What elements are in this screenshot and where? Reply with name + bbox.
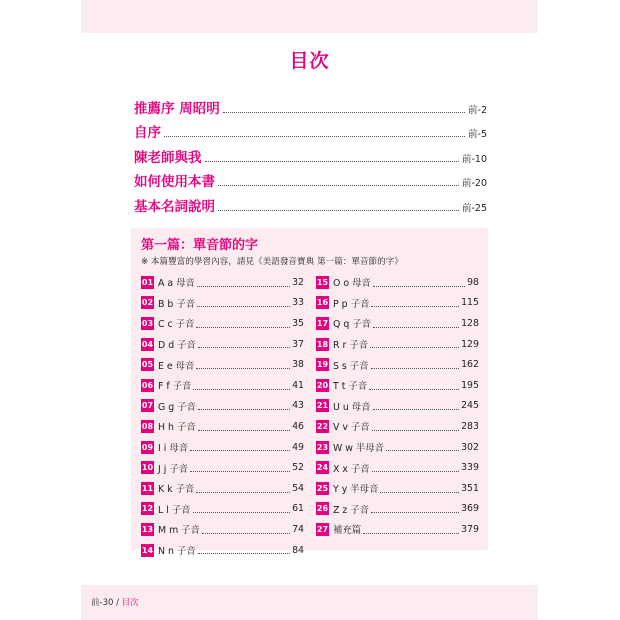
chapter-page: 98 [467,276,479,288]
section-box [131,228,488,558]
chapter-entry[interactable] [141,519,304,540]
chapter-label: I i 母音 [158,443,189,455]
chapter-label: M m 子音 [158,525,200,537]
leader-dots [218,185,459,186]
leader-dots [196,327,290,328]
chapter-label: Y y 半母音 [333,484,379,496]
chapter-page: 369 [461,503,479,515]
chapter-page: 84 [292,544,304,556]
chapter-label: O o 母音 [333,278,371,290]
chapter-page: 74 [292,523,304,535]
chapter-page: 339 [461,462,479,474]
chapter-entry[interactable] [141,499,304,520]
chapter-number: 14 [141,545,154,555]
leader-dots [198,553,290,554]
chapter-number: 23 [316,442,329,452]
chapter-label: A a 母音 [158,278,195,290]
chapter-label: U u 母音 [333,401,371,413]
top-band [81,0,538,33]
chapter-number: 04 [141,339,154,349]
chapter-number: 03 [141,318,154,328]
chapter-number: 11 [141,483,154,493]
chapter-page: 49 [292,441,304,453]
chapter-number: 12 [141,504,154,514]
leader-dots [373,409,460,410]
section-column-left [141,272,304,560]
chapter-page: 351 [461,482,479,494]
leader-dots [371,306,459,307]
chapter-number: 19 [316,360,329,370]
chapter-entry[interactable] [316,519,479,540]
chapter-label: N n 子音 [158,546,196,558]
chapter-label: Q q 子音 [333,319,372,331]
chapter-label: C c 子音 [158,319,195,331]
bottom-band [81,585,538,620]
chapter-page: 33 [292,297,304,309]
chapter-page: 245 [461,400,479,412]
section-column-right [316,272,479,540]
chapter-label: E e 母音 [158,360,195,372]
leader-dots [380,492,459,493]
chapter-page: 379 [461,523,479,535]
chapter-page: 195 [461,379,479,391]
leader-dots [198,430,290,431]
chapter-label: S s 子音 [333,360,369,372]
chapter-entry[interactable] [141,396,304,417]
toc-entry-label: 推薦序 周昭明 [134,100,220,117]
chapter-label: G g 子音 [158,401,196,413]
leader-dots [371,368,460,369]
chapter-number: 22 [316,421,329,431]
chapter-entry[interactable] [316,437,479,458]
leader-dots [218,210,459,211]
toc-entry-label: 陳老師與我 [134,149,202,166]
chapter-entry[interactable] [141,313,304,334]
leader-dots [193,512,291,513]
toc-entry-page: 前-25 [461,202,487,214]
chapter-entry[interactable] [141,540,304,561]
leader-dots [369,389,459,390]
toc-entry-label: 基本名詞說明 [134,198,215,215]
leader-dots [363,533,459,534]
chapter-number: 10 [141,463,154,473]
chapter-entry[interactable] [316,334,479,355]
leader-dots [370,347,459,348]
chapter-number: 15 [316,277,329,287]
section-note: ※ 本篇豐富的學習內容，請見《美語發音寶典 第一篇：單音節的字》 [141,257,403,267]
chapter-entry[interactable] [316,478,479,499]
chapter-label: V v 子音 [333,422,370,434]
leader-dots [197,286,290,287]
toc-entry[interactable] [134,141,487,166]
chapter-label: L l 子音 [158,504,191,516]
chapter-entry[interactable] [141,437,304,458]
chapter-label: R r 子音 [333,340,369,352]
leader-dots [223,112,465,113]
chapter-number: 27 [316,524,329,534]
chapter-page: 43 [292,400,304,412]
leader-dots [197,306,290,307]
chapter-entry[interactable] [141,416,304,437]
leader-dots [196,492,290,493]
chapter-entry[interactable] [316,272,479,293]
chapter-number: 21 [316,401,329,411]
chapter-label: J j 子音 [158,463,189,475]
footer-page-number: 前-30 / [91,598,119,608]
toc-entry-label: 自序 [134,125,161,142]
chapter-label: P p 子音 [333,298,370,310]
footer-title: 目次 [121,598,139,608]
chapter-number: 25 [316,483,329,493]
leader-dots [373,286,465,287]
chapter-entry[interactable] [316,457,479,478]
chapter-number: 08 [141,421,154,431]
leader-dots [196,368,290,369]
chapter-entry[interactable] [316,416,479,437]
chapter-number: 26 [316,504,329,514]
chapter-number: 07 [141,401,154,411]
chapter-entry[interactable] [141,375,304,396]
page-title: 目次 [289,50,330,72]
main-toc [134,92,487,215]
chapter-number: 02 [141,298,154,308]
chapter-entry[interactable] [141,478,304,499]
chapter-number: 01 [141,277,154,287]
toc-entry[interactable] [134,190,487,215]
leader-dots [202,533,290,534]
chapter-page: 128 [461,317,479,329]
toc-entry-page: 前-2 [468,104,487,116]
chapter-number: 20 [316,380,329,390]
chapter-label: Z z 子音 [333,504,370,516]
chapter-label: H h 子音 [158,422,196,434]
leader-dots [190,450,290,451]
chapter-label: F f 子音 [158,381,192,393]
section-title: 第一篇：單音節的字 [141,238,259,253]
chapter-number: 24 [316,463,329,473]
chapter-entry[interactable] [141,293,304,314]
chapter-entry[interactable] [316,354,479,375]
toc-entry[interactable] [134,117,487,142]
chapter-label: K k 子音 [158,484,195,496]
chapter-entry[interactable] [316,396,479,417]
chapter-label: T t 子音 [333,381,368,393]
chapter-entry[interactable] [316,293,479,314]
leader-dots [193,389,290,390]
chapter-number: 16 [316,298,329,308]
chapter-page: 46 [292,420,304,432]
chapter-page: 302 [461,441,479,453]
chapter-label: B b 子音 [158,298,196,310]
chapter-page: 35 [292,317,304,329]
chapter-page: 162 [461,359,479,371]
chapter-number: 06 [141,380,154,390]
chapter-page: 129 [461,338,479,350]
chapter-entry[interactable] [141,354,304,375]
chapter-page: 52 [292,462,304,474]
chapter-label: D d 子音 [158,340,196,352]
toc-entry[interactable] [134,166,487,191]
toc-entry-page: 前-10 [461,153,487,165]
chapter-page: 54 [292,482,304,494]
leader-dots [190,471,290,472]
leader-dots [198,347,290,348]
leader-dots [198,409,290,410]
leader-dots [205,161,459,162]
leader-dots [373,327,459,328]
chapter-page: 41 [292,379,304,391]
toc-entry-page: 前-20 [461,178,487,190]
toc-entry-label: 如何使用本書 [134,174,215,191]
chapter-label: X x 子音 [333,463,370,475]
chapter-entry[interactable] [316,375,479,396]
chapter-entry[interactable] [141,457,304,478]
chapter-number: 05 [141,360,154,370]
chapter-entry[interactable] [141,334,304,355]
leader-dots [372,471,459,472]
leader-dots [386,450,459,451]
chapter-page: 115 [461,297,479,309]
chapter-page: 38 [292,359,304,371]
leader-dots [371,512,459,513]
leader-dots [164,136,465,137]
chapter-page: 283 [461,420,479,432]
chapter-page: 61 [292,503,304,515]
chapter-page: 37 [292,338,304,350]
page-footer [91,596,139,608]
leader-dots [372,430,459,431]
chapter-label: 補充篇 [333,525,362,537]
chapter-label: W w 半母音 [333,443,385,455]
chapter-number: 18 [316,339,329,349]
chapter-number: 13 [141,524,154,534]
chapter-number: 09 [141,442,154,452]
chapter-entry[interactable] [316,313,479,334]
toc-entry-page: 前-5 [468,129,487,141]
chapter-entry[interactable] [316,499,479,520]
chapter-number: 17 [316,318,329,328]
toc-entry[interactable] [134,92,487,117]
chapter-page: 32 [292,276,304,288]
chapter-entry[interactable] [141,272,304,293]
book-page [81,0,538,620]
